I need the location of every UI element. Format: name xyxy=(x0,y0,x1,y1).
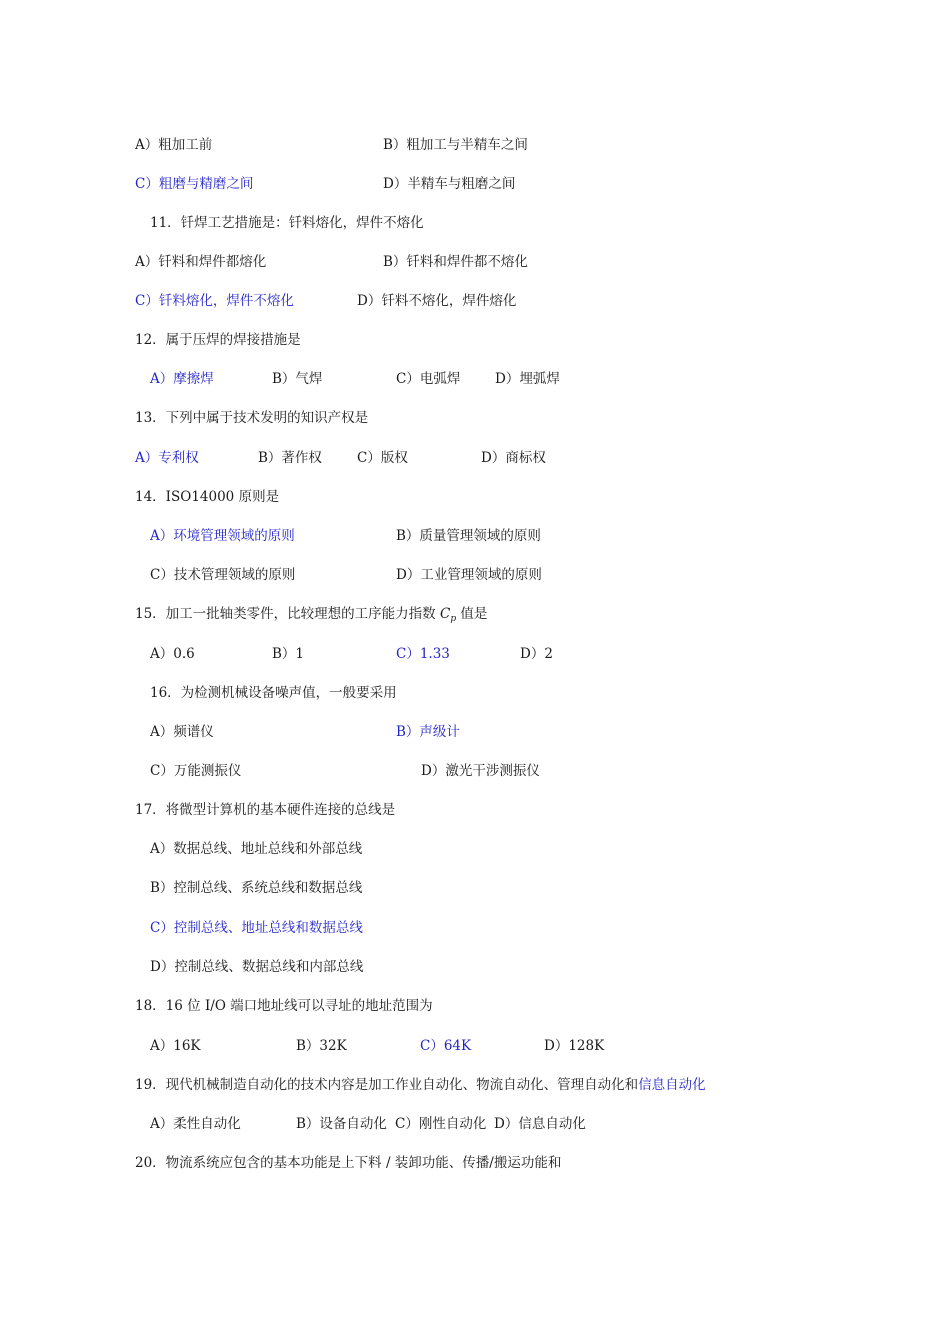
option-19a: A）柔性自动化 xyxy=(150,1116,241,1132)
option-10d: D）半精车与粗磨之间 xyxy=(383,176,516,192)
option-14b: B）质量管理领域的原则 xyxy=(396,528,541,544)
cp-symbol: C xyxy=(439,606,451,622)
option-15d: D）2 xyxy=(520,646,553,662)
option-17d: D）控制总线、数据总线和内部总线 xyxy=(150,959,364,975)
option-11c-answer: C）钎料熔化，焊件不熔化 xyxy=(135,293,294,309)
option-17b: B）控制总线、系统总线和数据总线 xyxy=(150,880,363,896)
option-13c: C）版权 xyxy=(357,450,408,466)
question-18: 18．16 位 I/O 端口地址线可以寻址的地址范围为 xyxy=(135,998,433,1014)
option-10c-answer: C）粗磨与精磨之间 xyxy=(135,176,254,192)
cp-subscript: p xyxy=(450,614,457,624)
question-19-answer: 信息自动化 xyxy=(638,1077,706,1093)
option-13d: D）商标权 xyxy=(481,450,546,466)
option-18c-answer: C）64K xyxy=(420,1038,472,1054)
option-15a: A）0.6 xyxy=(150,646,195,662)
question-13: 13．下列中属于技术发明的知识产权是 xyxy=(135,410,369,426)
option-12a-answer: A）摩擦焊 xyxy=(150,371,214,387)
option-13a-answer: A）专利权 xyxy=(135,450,199,466)
option-14d: D）工业管理领域的原则 xyxy=(396,567,542,583)
option-16b-answer: B）声级计 xyxy=(396,724,460,740)
option-19c: C）刚性自动化 xyxy=(395,1116,487,1132)
option-16a: A）频谱仪 xyxy=(150,724,214,740)
option-18d: D）128K xyxy=(544,1038,605,1054)
option-10b: B）粗加工与半精车之间 xyxy=(383,137,528,153)
question-15-text: 15．加工一批轴类零件，比较理想的工序能力指数 xyxy=(135,606,440,622)
question-12: 12．属于压焊的焊接措施是 xyxy=(135,332,301,348)
option-18b: B）32K xyxy=(296,1038,347,1054)
option-10a: A）粗加工前 xyxy=(135,137,213,153)
question-19-text: 19．现代机械制造自动化的技术内容是加工作业自动化、物流自动化、管理自动化和 xyxy=(135,1077,639,1093)
question-15-tail: 值是 xyxy=(456,606,488,622)
option-11d: D）钎料不熔化，焊件熔化 xyxy=(357,293,517,309)
option-19d: D）信息自动化 xyxy=(494,1116,586,1132)
option-13b: B）著作权 xyxy=(258,450,322,466)
option-15c-answer: C）1.33 xyxy=(396,646,450,662)
option-12b: B）气焊 xyxy=(272,371,323,387)
option-16c: C）万能测振仪 xyxy=(150,763,242,779)
option-16d: D）激光干涉测振仪 xyxy=(421,763,540,779)
option-14a-answer: A）环境管理领域的原则 xyxy=(150,528,295,544)
option-17c-answer: C）控制总线、地址总线和数据总线 xyxy=(150,920,363,936)
option-15b: B）1 xyxy=(272,646,305,662)
question-14: 14．ISO14000 原则是 xyxy=(135,489,280,505)
question-19 xyxy=(135,1076,706,1094)
option-14c: C）技术管理领域的原则 xyxy=(150,567,296,583)
question-15 xyxy=(135,605,487,628)
question-20: 20．物流系统应包含的基本功能是上下料 / 装卸功能、传播/搬运功能和 xyxy=(135,1155,562,1171)
option-12c: C）电弧焊 xyxy=(396,371,461,387)
question-17: 17．将微型计算机的基本硬件连接的总线是 xyxy=(135,802,396,818)
option-11a: A）钎料和焊件都熔化 xyxy=(135,254,267,270)
question-11: 11．钎焊工艺措施是：钎料熔化，焊件不熔化 xyxy=(150,215,424,231)
option-19b: B）设备自动化 xyxy=(296,1116,387,1132)
option-18a: A）16K xyxy=(150,1038,201,1054)
option-17a: A）数据总线、地址总线和外部总线 xyxy=(150,841,363,857)
option-11b: B）钎料和焊件都不熔化 xyxy=(383,254,528,270)
question-16: 16．为检测机械设备噪声值，一般要采用 xyxy=(150,685,397,701)
option-12d: D）埋弧焊 xyxy=(495,371,560,387)
